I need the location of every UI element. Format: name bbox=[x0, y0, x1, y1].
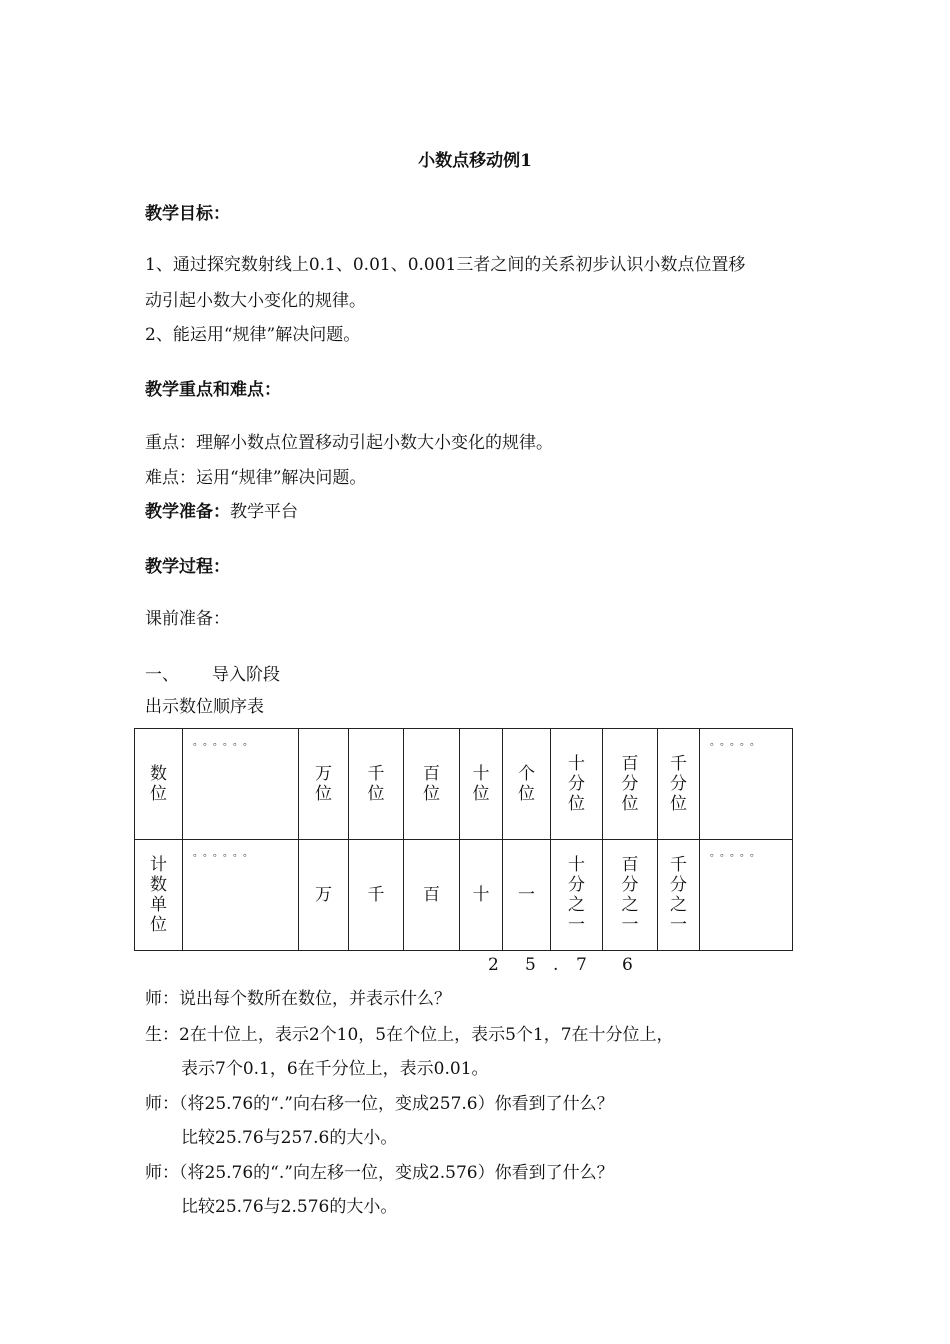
key-points-heading: 教学重点和难点： bbox=[145, 380, 281, 400]
teacher-question-1: 师：说出每个数所在数位，并表示什么？ bbox=[145, 989, 451, 1009]
student-answer-line-2: 表示7个0.1，6在千分位上，表示0.01。 bbox=[181, 1059, 489, 1079]
table-cell: 百位 bbox=[404, 729, 460, 840]
ellipsis-cell: 。。。。。。 bbox=[183, 729, 299, 840]
section-1-number: 一、 bbox=[145, 665, 179, 685]
table-cell: 千分位 bbox=[658, 729, 700, 840]
objective-2: 2、能运用“规律”解决问题。 bbox=[145, 325, 361, 345]
ellipsis-cell: 。。。。。 bbox=[700, 840, 793, 951]
teacher-question-3: 师：（将25.76的“.”向左移一位，变成2.576）你看到了什么？ bbox=[145, 1163, 614, 1183]
table-cell: 十分位 bbox=[551, 729, 603, 840]
table-cell: 千位 bbox=[349, 729, 404, 840]
preparation-line bbox=[145, 501, 298, 523]
table-cell: 万位 bbox=[299, 729, 349, 840]
table-cell: 十位 bbox=[460, 729, 503, 840]
table-row bbox=[135, 729, 793, 840]
show-table-label: 出示数位顺序表 bbox=[145, 697, 264, 717]
ellipsis-cell: 。。。。。。 bbox=[183, 840, 299, 951]
teacher-question-2: 师：（将25.76的“.”向右移一位，变成257.6）你看到了什么？ bbox=[145, 1094, 614, 1114]
focus-point: 重点：理解小数点位置移动引起小数大小变化的规律。 bbox=[145, 433, 553, 453]
table-cell: 个位 bbox=[503, 729, 551, 840]
table-row bbox=[135, 840, 793, 951]
preparation-label: 教学准备： bbox=[145, 502, 230, 522]
process-heading: 教学过程： bbox=[145, 557, 230, 577]
preparation-value: 教学平台 bbox=[230, 502, 298, 522]
row-header: 计数单位 bbox=[135, 840, 183, 951]
objective-1-line-2: 动引起小数大小变化的规律。 bbox=[145, 291, 366, 311]
table-cell: 千分之一 bbox=[658, 840, 700, 951]
table-cell: 千 bbox=[349, 840, 404, 951]
section-1-title: 导入阶段 bbox=[212, 665, 280, 685]
row-header: 数位 bbox=[135, 729, 183, 840]
objectives-heading: 教学目标： bbox=[145, 204, 230, 224]
ellipsis-cell: 。。。。。 bbox=[700, 729, 793, 840]
place-value-table bbox=[134, 728, 793, 951]
digit-ones: 5 bbox=[525, 955, 536, 975]
teacher-question-3-compare: 比较25.76与2.576的大小。 bbox=[181, 1197, 398, 1217]
table-cell: 万 bbox=[299, 840, 349, 951]
page-title: 小数点移动例1 bbox=[418, 151, 532, 171]
table-cell: 十 bbox=[460, 840, 503, 951]
digit-thousandths: 6 bbox=[622, 955, 633, 975]
teacher-question-2-compare: 比较25.76与257.6的大小。 bbox=[181, 1128, 398, 1148]
decimal-point: . bbox=[553, 955, 559, 975]
table-cell: 百分之一 bbox=[603, 840, 658, 951]
digit-tens: 2 bbox=[488, 955, 499, 975]
difficulty-point: 难点：运用“规律”解决问题。 bbox=[145, 468, 367, 488]
digit-tenths: 7 bbox=[576, 955, 587, 975]
objective-1-line-1: 1、通过探究数射线上0.1、0.01、0.001三者之间的关系初步认识小数点位置移 bbox=[145, 255, 746, 275]
table-cell: 百 bbox=[404, 840, 460, 951]
table-cell: 百分位 bbox=[603, 729, 658, 840]
student-answer-line-1: 生：2在十位上，表示2个10，5在个位上，表示5个1，7在十分位上， bbox=[145, 1025, 674, 1045]
table-cell: 一 bbox=[503, 840, 551, 951]
table-cell: 十分之一 bbox=[551, 840, 603, 951]
pre-class-label: 课前准备： bbox=[145, 609, 230, 629]
